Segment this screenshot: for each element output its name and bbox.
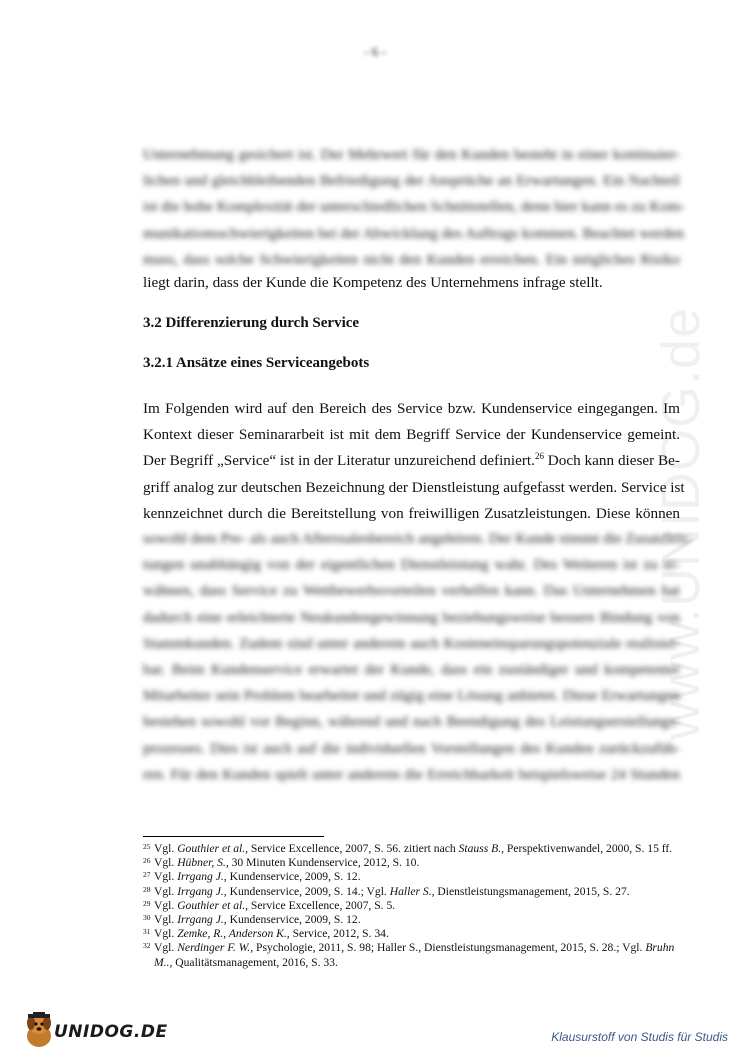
blurred-line: bar. Beim Kundenservice erwartet der Kunde, dass ein zuständiger und kompetenter	[143, 660, 680, 678]
blurred-line: munikationsschwierigkeiten bei der Abwicklung des Auftrags kommen. Beachtet werden	[143, 224, 685, 242]
blurred-paragraph-top	[143, 142, 685, 273]
text-line: kennzeichnet durch die Bereitstellung von freiwilligen Zusatzleistungen. Diese können	[143, 504, 680, 522]
fn-author: Bruhn M..,	[154, 941, 675, 969]
fn-part: Kundenservice, 2009, S. 14.; Vgl.	[226, 884, 390, 898]
footnote	[143, 885, 680, 899]
footnote-text	[154, 913, 680, 927]
text-fragment: Der Begriff „Service“ ist in der Literatur unzureichend definiert.	[143, 452, 535, 470]
fn-part: Vgl.	[154, 927, 178, 941]
footnote-text	[154, 885, 680, 899]
blurred-line: dadurch eine erleichterte Neukundengewinnung beziehungsweise bessere Bindung von	[143, 608, 680, 626]
text-line: griff analog zur deutschen Bezeichnung der Dienstleistung aufgefasst werden. Service ist	[143, 478, 685, 496]
text-line: Im Folgenden wird auf den Bereich des Service bzw. Kundenservice eingegangen. Im	[143, 400, 680, 417]
footnote-text	[154, 842, 680, 856]
blurred-line: muss, dass solche Schwierigkeiten nicht den Kunden erreichen. Ein mögliches Risiko	[143, 250, 680, 268]
fn-part: Service Excellence, 2007, S. 56. zitiert nach	[248, 842, 459, 855]
blurred-line: wähnen, dass Service zu Wettbewerbsvorteilen verhelfen kann. Das Unternehmen hat	[143, 582, 680, 600]
fn-author: Hübner, S.,	[177, 856, 229, 870]
footnote-text	[154, 856, 680, 870]
fn-part: Service, 2012, S. 34.	[289, 927, 389, 941]
footer-tagline: Klausurstoff von Studis für Studis	[551, 1030, 728, 1044]
footnote-number: 26	[143, 856, 151, 866]
footnote-number: 28	[143, 884, 151, 894]
dog-icon	[22, 1012, 56, 1050]
footnote-text	[154, 899, 680, 913]
blurred-line: sowohl dem Pre- als auch Afterssalesbereich angehören. Der Kunde nimmt die Zusatzleis-	[143, 530, 693, 547]
fn-part: Kundenservice, 2009, S. 12.	[226, 870, 361, 884]
text-fragment: Doch kann dieser Be-	[543, 452, 680, 470]
fn-part: Psychologie, 2011, S. 98; Haller S., Dienstleistungsmanagement, 2015, S. 28.; Vgl.	[253, 941, 646, 955]
paragraph-ending	[143, 270, 680, 296]
subsection-heading: 3.2.1 Ansätze eines Serviceangebots	[143, 355, 370, 371]
footnote-number: 31	[143, 927, 151, 937]
fn-author: Gouthier et al.,	[177, 842, 249, 855]
footnote-text	[154, 941, 680, 969]
blurred-line: Unternehmung gesichert ist. Der Mehrwert für den Kunden besteht in einer kontinuier-	[143, 146, 680, 163]
footnote-divider	[143, 836, 324, 837]
fn-part: Perspektivenwandel, 2000, S. 15 ff.	[504, 842, 673, 855]
page-number: - 6 -	[364, 44, 386, 59]
blurred-line: Mitarbeiter sein Problem bearbeitet und zügig eine Lösung anbietet. Diese Erwartungen	[143, 687, 680, 705]
fn-author: Nerdinger F. W.,	[177, 941, 254, 955]
footnote	[143, 856, 680, 870]
fn-author: Irrgang J.,	[177, 884, 227, 898]
text-line: liegt darin, dass der Kunde die Kompetenz des Unternehmens infrage stellt.	[143, 274, 603, 291]
footnote-text	[154, 927, 680, 941]
blurred-line: tungen unabhängig von der eigentlichen Dienstleistung wahr. Des Weiteren ist zu er-	[143, 556, 680, 574]
footnote-number: 30	[143, 913, 151, 923]
blurred-line: lichen und gleichbleibenden Befriedigung der Ansprüche an Erwartungen. Ein Nachteil	[143, 172, 680, 190]
footnote-ref: 26	[534, 451, 544, 462]
footnote	[143, 927, 680, 941]
blurred-paragraph-bottom	[143, 526, 693, 788]
footnote-number: 27	[143, 870, 151, 880]
blurred-line: Stammkunden. Zudem sind unter anderem auch Kosteneinsparungspotenziale realisier-	[143, 634, 680, 652]
fn-part: Vgl.	[154, 941, 178, 955]
footnote-number: 29	[143, 898, 151, 908]
blurred-line: ren. Für den Kunden spielt unter anderem die Erreichbarkeit beispielsweise 24 Stunden	[143, 765, 680, 783]
footnote-number: 32	[143, 941, 151, 951]
footnote	[143, 870, 680, 884]
footnote	[143, 913, 680, 927]
blurred-line: bestehen sowohl vor Beginn, während und nach Beendigung des Leistungserstellungs-	[143, 713, 680, 731]
watermark-text: www.UNIDOG.de	[651, 306, 711, 740]
fn-part: Vgl.	[154, 842, 178, 855]
footnote-number: 25	[143, 842, 151, 851]
fn-part: Service Excellence, 2007, S. 5.	[248, 898, 396, 912]
fn-part: Vgl.	[154, 913, 178, 927]
service-paragraph	[143, 396, 685, 527]
fn-author: Irrgang J.,	[177, 913, 227, 927]
text-line: Kontext dieser Seminararbeit ist mit dem Begriff Service der Kundenservice gemeint.	[143, 426, 680, 444]
fn-part: Dienstleistungsmanagement, 2015, S. 27.	[434, 884, 630, 898]
fn-author: Zemke, R., Anderson K.,	[177, 927, 290, 941]
fn-part: Vgl.	[154, 870, 178, 884]
fn-author: Haller S.,	[389, 884, 435, 898]
fn-part: 30 Minuten Kundenservice, 2012, S. 10.	[228, 856, 420, 870]
fn-part: Vgl.	[154, 898, 178, 912]
footnote	[143, 842, 680, 856]
fn-author: Gouthier et al.,	[177, 898, 249, 912]
text-line-with-ref	[143, 448, 680, 474]
logo-text: UNIDOG.DE	[54, 1022, 168, 1042]
blurred-line: prozesses. Dies ist auch auf die individuellen Vorstellungen des Kunden zurückzufüh-	[143, 739, 680, 757]
footnotes	[143, 842, 680, 970]
unidog-logo[interactable]	[22, 1012, 168, 1050]
blurred-line: ist die hohe Komplexität der unterschiedlichen Schnittstellen, denn hier kann es zu Kom-	[143, 198, 685, 216]
fn-author: Stauss B.,	[458, 842, 504, 855]
fn-part: Vgl.	[154, 856, 178, 870]
fn-part: Vgl.	[154, 884, 178, 898]
footnote	[143, 899, 680, 913]
footnote	[143, 941, 680, 969]
section-heading: 3.2 Differenzierung durch Service	[143, 315, 360, 331]
fn-part: Qualitätsmanagement, 2016, S. 33.	[172, 955, 338, 969]
fn-author: Irrgang J.,	[177, 870, 227, 884]
footnote-text	[154, 870, 680, 884]
fn-part: Kundenservice, 2009, S. 12.	[226, 913, 361, 927]
